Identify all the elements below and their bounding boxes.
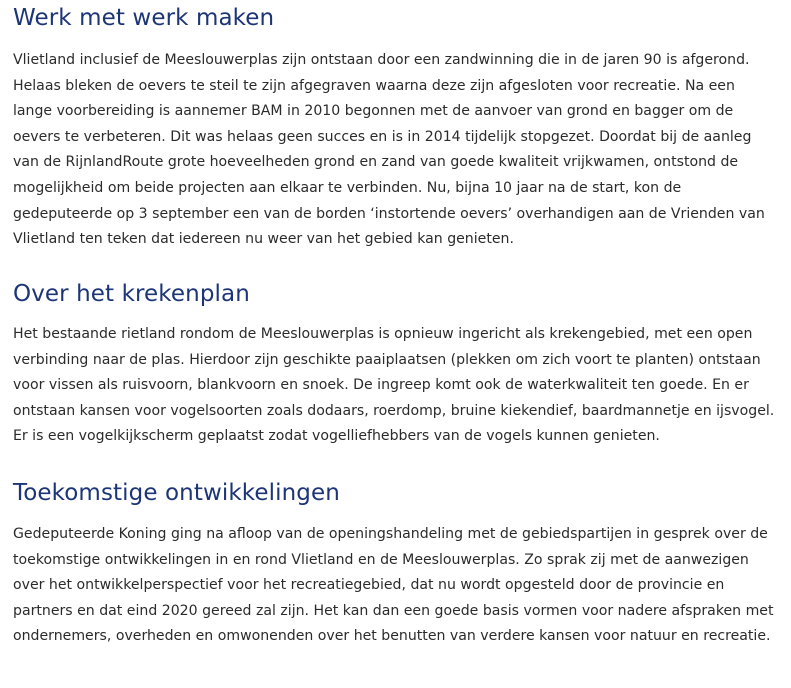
section-heading: Toekomstige ontwikkelingen: [13, 480, 340, 506]
section-heading: Werk met werk maken: [13, 5, 275, 31]
section-paragraph: Het bestaande rietland rondom de Meeslouwerplas is opnieuw ingericht als krekengebied, met een open verbinding naar de plas. Hierdoor zijn geschikte paaiplaatsen (plekken om zich voort te planten) ontstaan voor vissen als ruisvoorn, blankvoorn en snoek. De ingreep komt ook de waterkwaliteit ten goede. En er ontstaan kansen voor vogelsoorten zoals dodaars, roerdomp, bruine kiekendief, baardmannetje en ijsvogel. Er is een vogelkijkscherm geplaatst zodat vogelliefhebbers van de vogels kunnen genieten.: [13, 326, 775, 445]
section-heading: Over het krekenplan: [13, 281, 250, 307]
section-paragraph: Gedeputeerde Koning ging na afloop van de openingshandeling met de gebiedspartijen in gesprek over de toekomstige ontwikkelingen in en rond Vlietland en de Meeslouwerplas. Zo sprak zij met de aanwezigen over het ontwikkelperspectief voor het recreatiegebied, dat nu wordt opgesteld door de provincie en partners en dat eind 2020 gereed zal zijn. Het kan dan een goede basis vormen voor nadere afspraken met ondernemers, overheden en omwonenden over het benutten van verdere kansen voor natuur en recreatie.: [13, 526, 774, 645]
section-paragraph: Vlietland inclusief de Meeslouwerplas zijn ontstaan door een zandwinning die in de jaren 90 is afgerond. Helaas bleken de oevers te steil te zijn afgegraven waarna deze zijn afgesloten voor recreatie. Na een lange voorbereiding is aannemer BAM in 2010 begonnen met de aanvoer van grond en bagger om de oevers te verbeteren. Dit was helaas geen succes en is in 2014 tijdelijk stopgezet. Doordat bij de aanleg van de RijnlandRoute grote hoeveelheden grond en zand van goede kwaliteit vrijkwamen, ontstond de mogelijkheid om beide projecten aan elkaar te verbinden. Nu, bijna 10 jaar na de start, kon de gedeputeerde op 3 september een van de borden ‘instortende oevers’ overhandigen aan de Vrienden van Vlietland ten teken dat iedereen nu weer van het gebied kan genieten.: [13, 52, 765, 248]
